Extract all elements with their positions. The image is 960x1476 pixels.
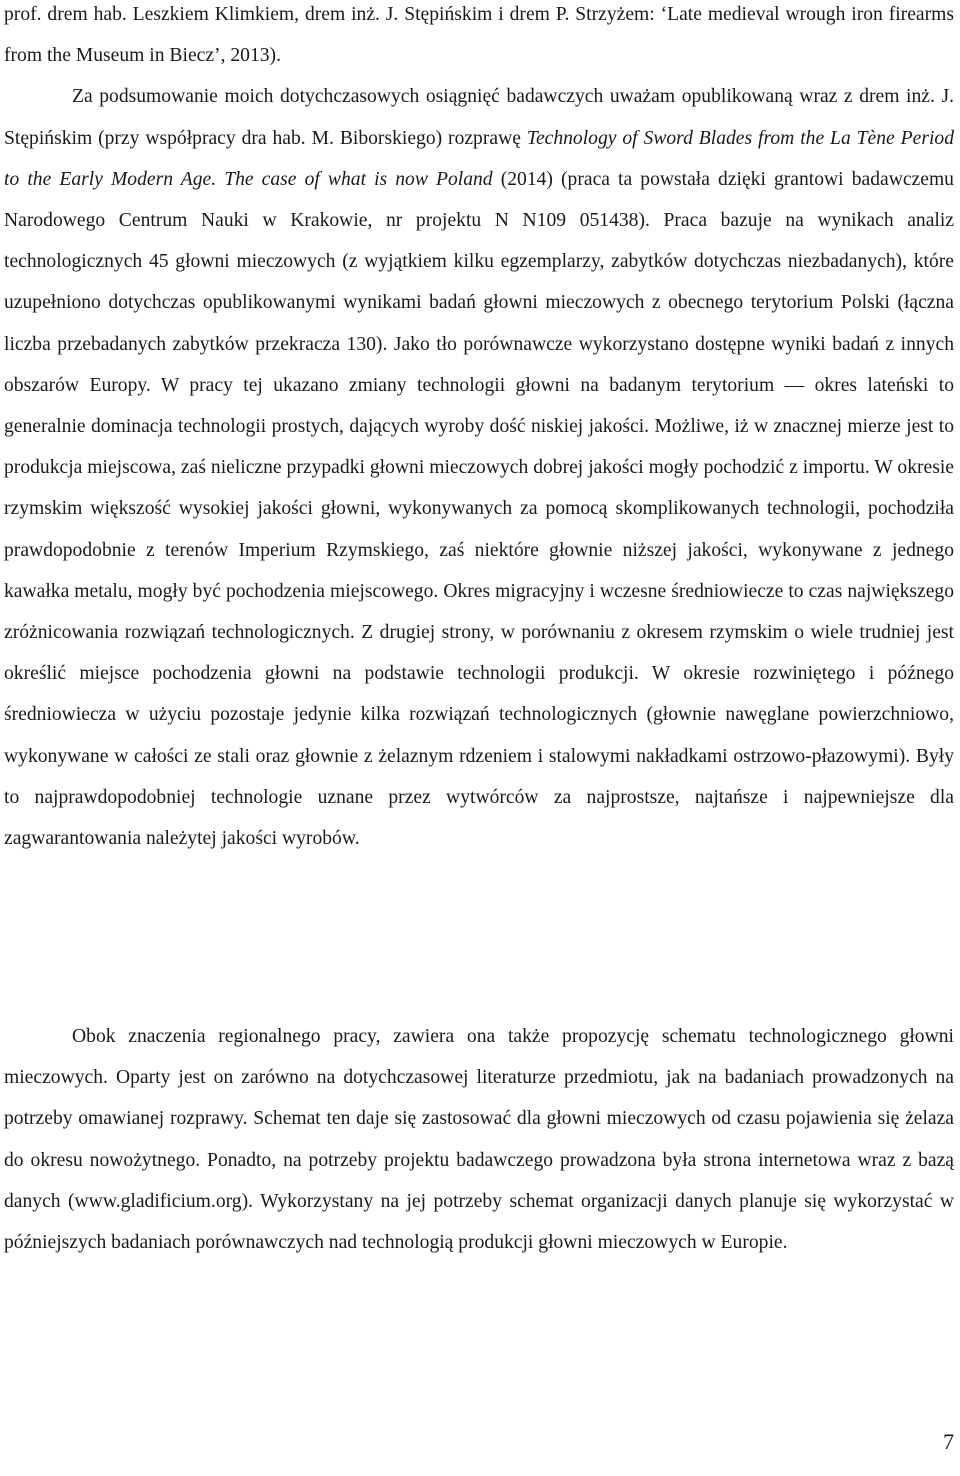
paragraph-text: Za podsumowanie moich dotychczasowych osiągnięć badawczych uważam opublikowaną wraz z drem inż. J. Stępińskim (przy współpracy dra hab. M. Biborskiego) rozprawę [4, 86, 954, 149]
text-block-top [4, 0, 954, 859]
paragraph-text: prof. drem hab. Leszkiem Klimkiem, drem inż. J. Stępińskim i drem P. Strzyżem: ‘Late medieval wrough iron firearms from the Museum in Biecz’, 2013). [4, 4, 954, 67]
book-title: Technology of Sword Blades from the La Tène Period to the Early Modern Age. The case of what is now Poland [4, 127, 954, 190]
paragraph-text: Obok znaczenia regionalnego pracy, zawiera ona także propozycję schematu technologicznego głowni mieczowych. Oparty jest on zarówno na dotychczasowej literaturze przedmiotu, jak na badaniach prowadzonych na potrzeby omawianej rozprawy. Schemat ten daje się zastosować dla głowni mieczowych od czasu pojawienia się żelaza do okresu nowożytnego. Ponadto, na potrzeby projektu badawczego prowadzona była strona internetowa wraz z bazą danych (www.gladificium.org). Wykorzystany na jej potrzeby schemat organizacji danych planuje się wykorzystać w późniejszych badaniach porównawczych nad technologią produkcji głowni mieczowych w Europie. [4, 1026, 954, 1254]
paragraph-dissertation-summary [4, 76, 954, 859]
paragraph-technological-scheme [4, 1016, 954, 1263]
paragraph-text: (2014) (praca ta powstała dzięki grantowi badawczemu Narodowego Centrum Nauki w Krakowie, nr projektu N N109 051438). Praca bazuje na wynikach analiz technologicznych 45 głowni mieczowych (z wyjątkiem kilku egzemplarzy, zabytków dotychczas niezbadanych), które uzupełniono dotychczas opublikowanymi wynikami badań głowni mieczowych z obecnego terytorium Polski (łączna liczba przebadanych zabytków przekracza 130). Jako tło porównawcze wykorzystano dostępne wyniki badań z innych obszarów Europy. W pracy tej ukazano zmiany technologii głowni na badanym terytorium — okres lateński to generalnie dominacja technologii prostych, dających wyroby dość niskiej jakości. Możliwe, iż w znacznej mierze jest to produkcja miejscowa, zaś nieliczne przypadki głowni mieczowych dobrej jakości mogły pochodzić z importu. W okresie rzymskim większość wysokiej jakości głowni, wykonywanych za pomocą skomplikowanych technologii, pochodziła prawdopodobnie z terenów Imperium Rzymskiego, zaś niektóre głownie niższej jakości, wykonywane z jednego kawałka metalu, mogły być pochodzenia miejscowego. Okres migracyjny i wczesne średniowiecze to czas największego zróżnicowania rozwiązań technologicznych. Z drugiej strony, w porównaniu z okresem rzymskim o wiele trudniej jest określić miejsce pochodzenia głowni na podstawie technologii produkcji. W okresie rozwiniętego i późnego średniowiecza w użyciu pozostaje jedynie kilka rozwiązań technologicznych (głownie nawęglane powierzchniowo, wykonywane w całości ze stali oraz głownie z żelaznym rdzeniem i stalowymi nakładkami ostrzowo-płazowymi). Były to najprawdopodobniej technologie uznane przez wytwórców za najprostsze, najtańsze i najpewniejsze dla zagwarantowania należytej jakości wyrobów. [4, 168, 954, 850]
paragraph-continuation [4, 0, 954, 76]
page-number: 7 [943, 1429, 954, 1454]
text-block-bottom [4, 1016, 954, 1263]
